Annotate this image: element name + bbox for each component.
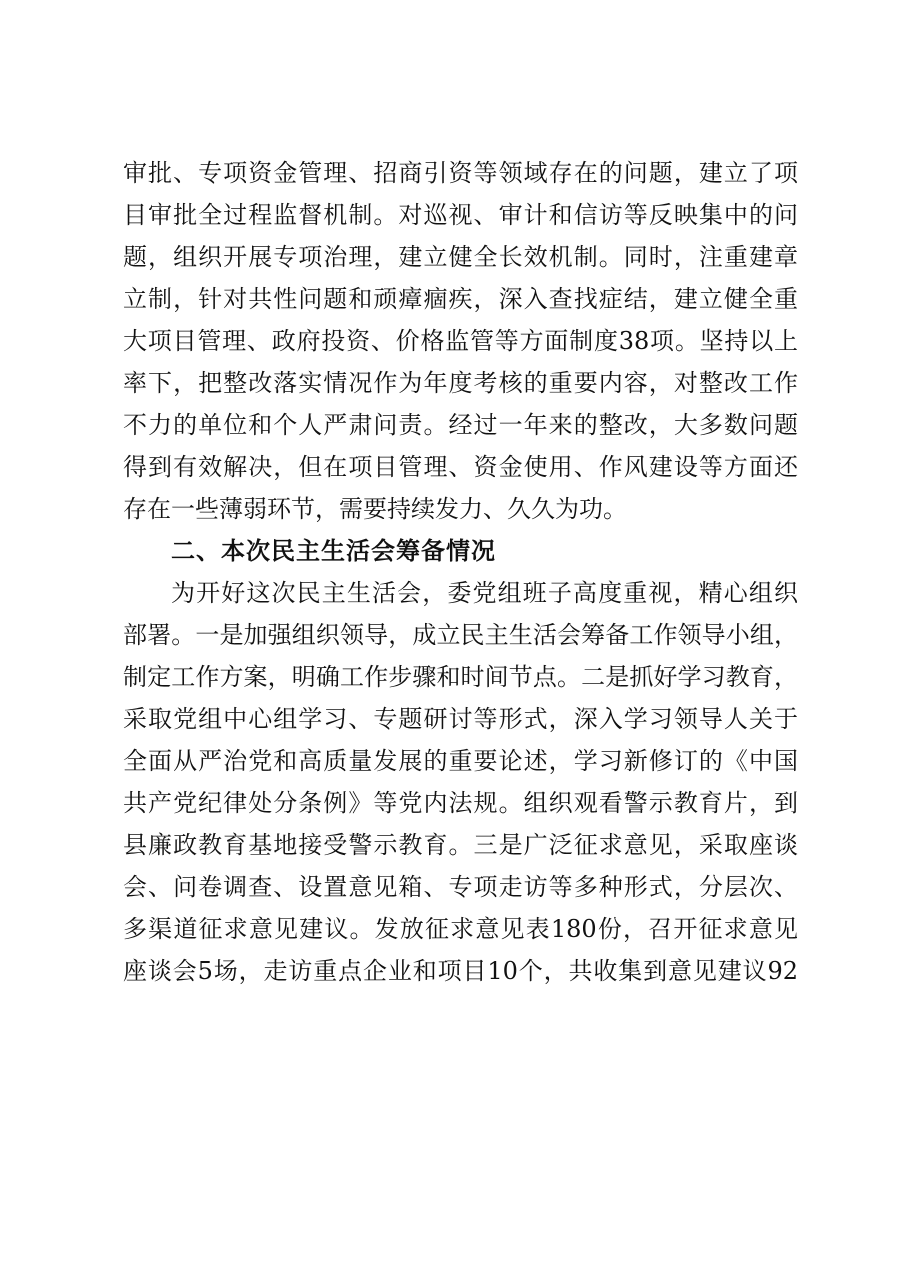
section-heading: 二、本次民主生活会筹备情况 [171,537,496,565]
text-line: 共产党纪律处分条例》等党内法规。组织观看警示教育片，到 [123,789,798,817]
text-line: 存在一些薄弱环节，需要持续发力、久久为功。 [123,495,627,523]
body-text [123,152,798,992]
text-line: 大项目管理、政府投资、价格监管等方面制度38项。坚持以上 [123,327,798,355]
text-line: 采取党组中心组学习、专题研讨等形式，深入学习领导人关于 [123,705,798,733]
text-line: 题，组织开展专项治理，建立健全长效机制。同时，注重建章 [123,243,798,271]
text-line: 目审批全过程监督机制。对巡视、审计和信访等反映集中的问 [123,201,798,229]
text-line: 审批、专项资金管理、招商引资等领域存在的问题，建立了项 [123,159,798,187]
text-line: 立制，针对共性问题和顽瘴痼疾，深入查找症结，建立健全重 [123,285,798,313]
text-line: 不力的单位和个人严肃问责。经过一年来的整改，大多数问题 [123,411,798,439]
text-line: 为开好这次民主生活会，委党组班子高度重视，精心组织 [171,579,798,607]
text-line: 全面从严治党和高质量发展的重要论述，学习新修订的《中国 [123,747,798,775]
text-line: 多渠道征求意见建议。发放征求意见表180份，召开征求意见 [123,915,798,943]
text-line: 制定工作方案，明确工作步骤和时间节点。二是抓好学习教育， [123,663,798,691]
text-line: 座谈会5场，走访重点企业和项目10个，共收集到意见建议92 [123,957,798,985]
text-line: 率下，把整改落实情况作为年度考核的重要内容，对整改工作 [123,369,798,397]
text-line: 县廉政教育基地接受警示教育。三是广泛征求意见，采取座谈 [123,831,798,859]
text-line: 部署。一是加强组织领导，成立民主生活会筹备工作领导小组， [123,621,798,649]
text-line: 得到有效解决，但在项目管理、资金使用、作风建设等方面还 [123,453,798,481]
text-line: 会、问卷调查、设置意见箱、专项走访等多种形式，分层次、 [123,873,798,901]
